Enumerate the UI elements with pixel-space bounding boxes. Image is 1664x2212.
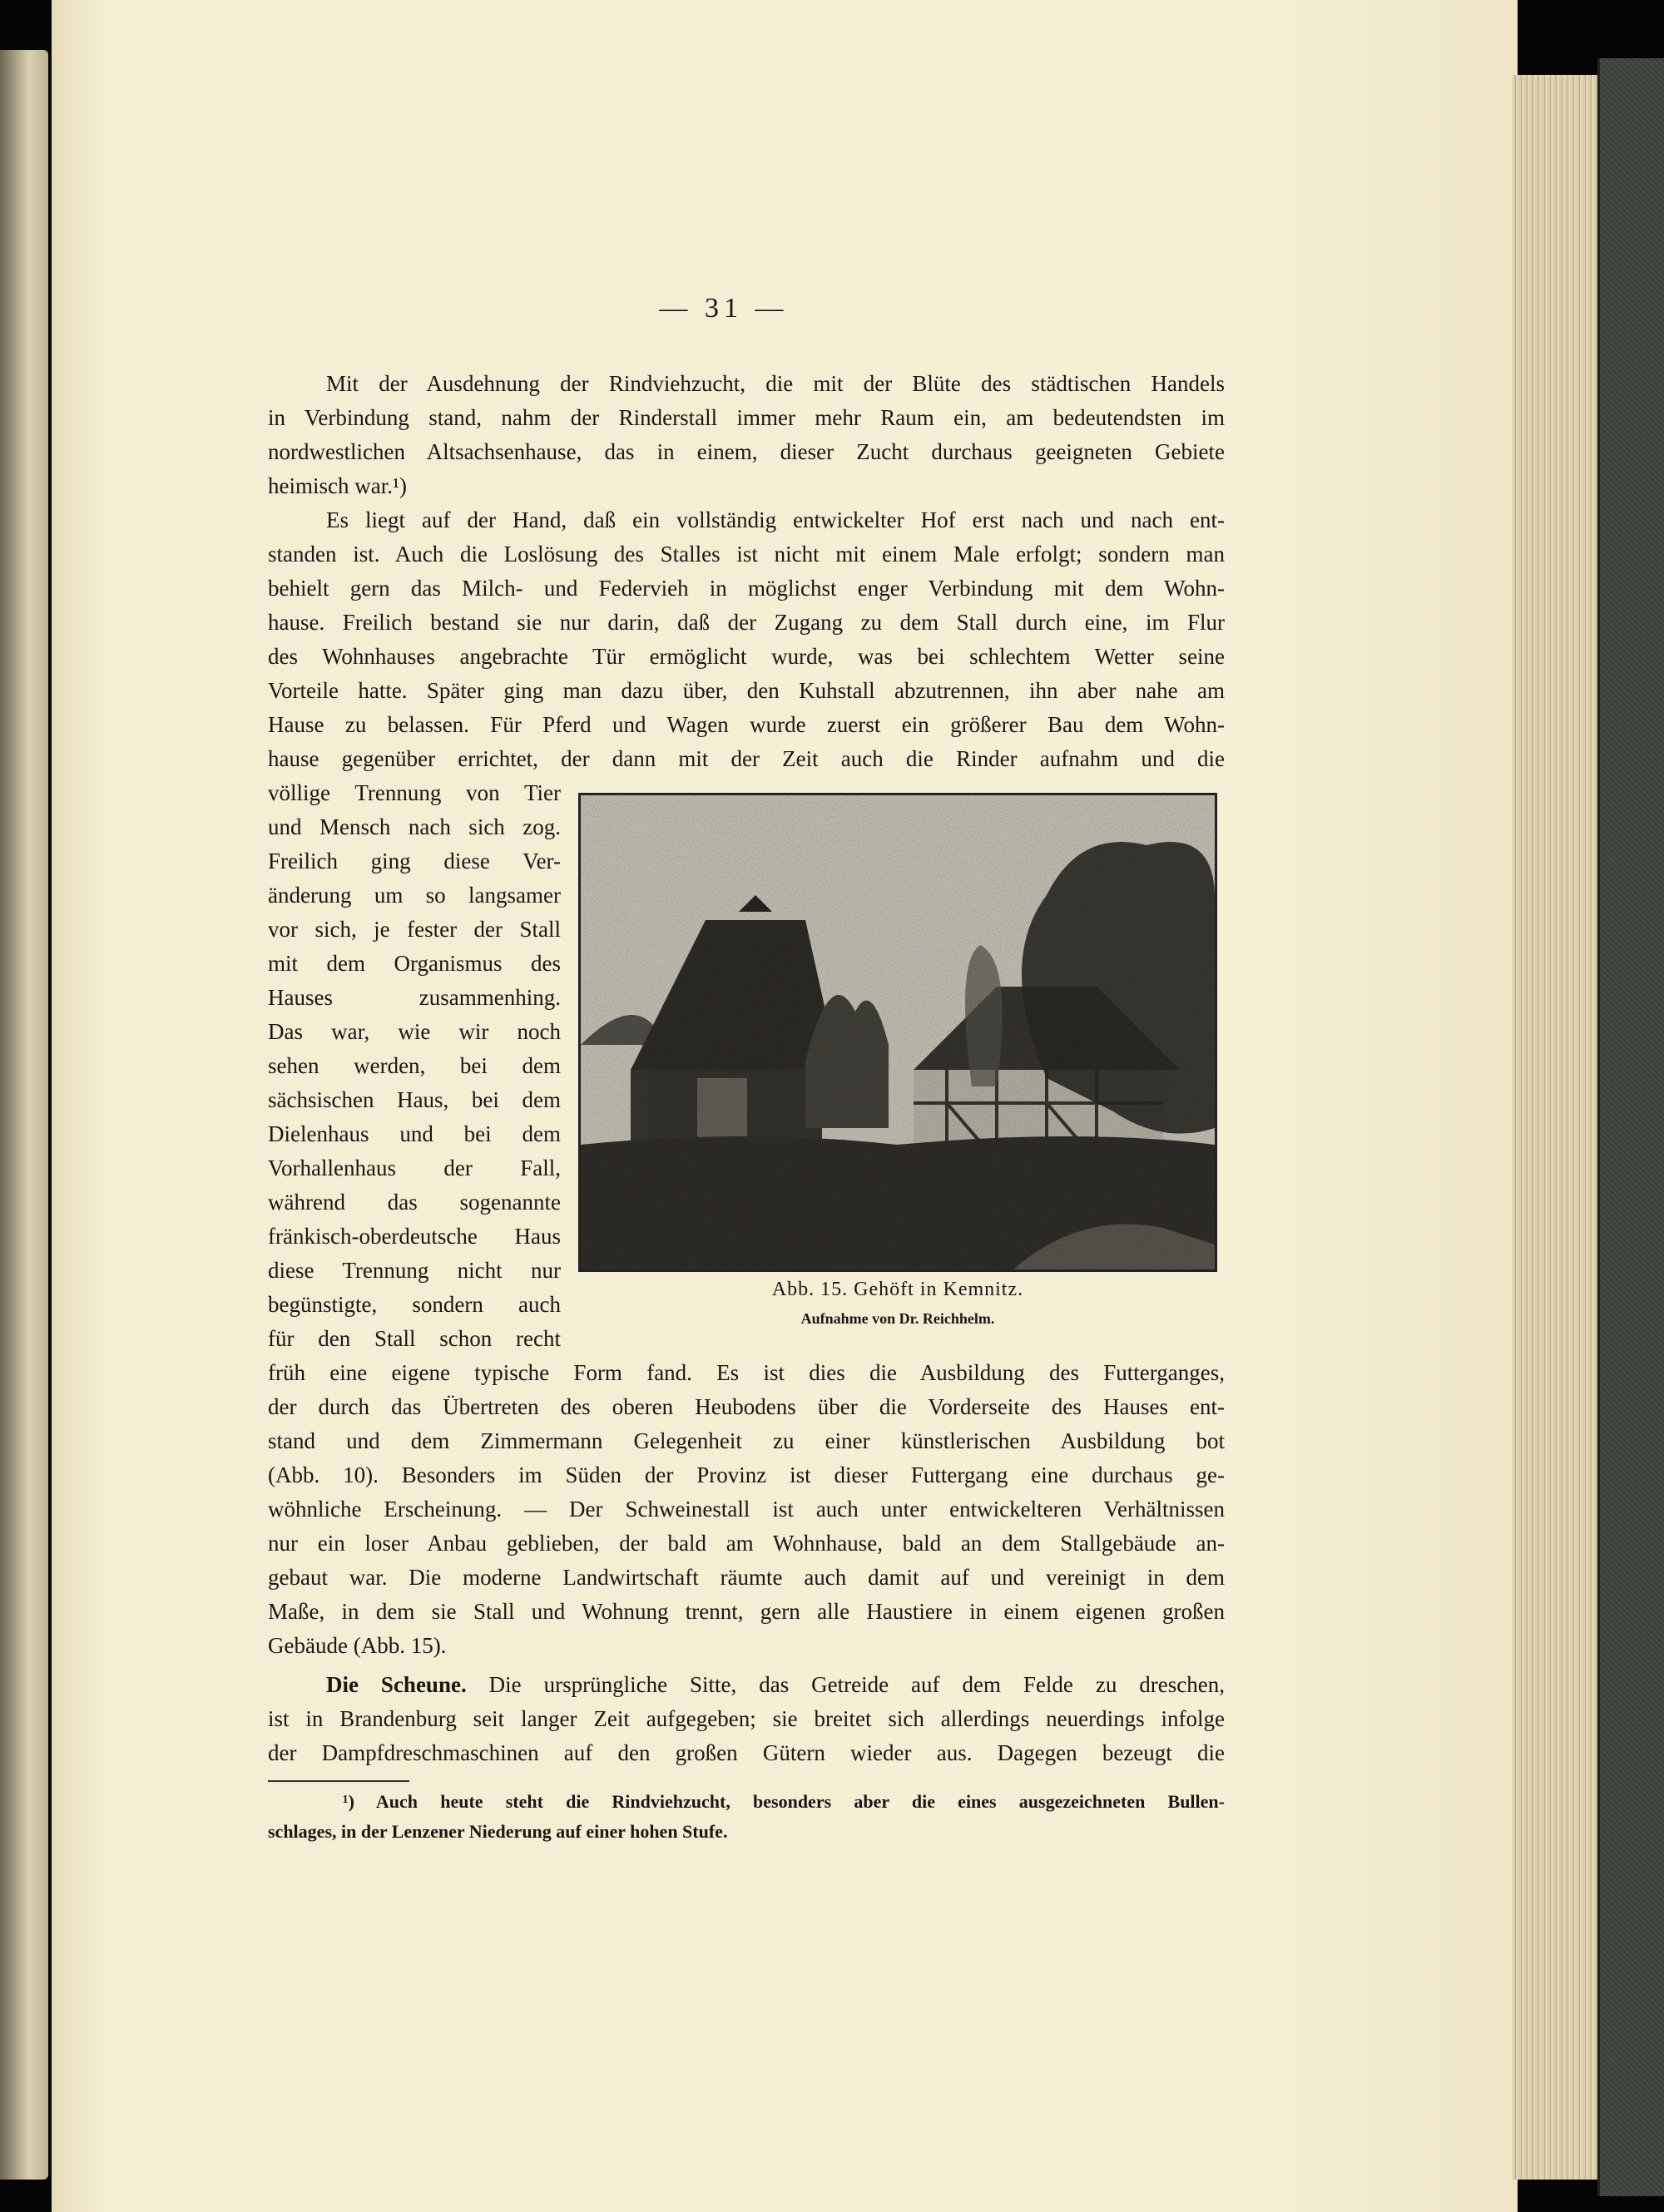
text-line: völlige Trennung von Tier	[268, 780, 561, 805]
figure-credit: Aufnahme von Dr. Reichhelm.	[800, 1310, 995, 1327]
text-line: (Abb. 10). Besonders im Süden der Provinz ist dieser Futtergang eine durchaus ge-	[268, 1462, 1225, 1487]
text-line: standen ist. Auch die Loslösung des Stalles ist nicht mit einem Male erfolgt; sondern man	[268, 542, 1225, 567]
section-heading: Die Scheune.	[326, 1672, 467, 1697]
text-line: begünstigte, sondern auch	[268, 1292, 561, 1317]
text-line: stand und dem Zimmermann Gelegenheit zu einer künstlerischen Ausbildung bot	[268, 1428, 1225, 1453]
text-line: Dielenhaus und bei dem	[268, 1121, 561, 1146]
figure-photo-farmstead	[578, 793, 1217, 1272]
paragraph-block-narrow	[268, 776, 561, 1356]
text-line: vor sich, je fester der Stall	[268, 917, 561, 942]
text-line: und Mensch nach sich zog.	[268, 814, 561, 839]
figure-caption: Abb. 15. Gehöft in Kemnitz.	[771, 1279, 1024, 1300]
text-line: in Verbindung stand, nahm der Rinderstall immer mehr Raum ein, am bedeutendsten im	[268, 405, 1225, 430]
text-line: sehen werden, bei dem	[268, 1053, 561, 1078]
text-line: heimisch war.¹)	[268, 473, 408, 498]
text-line: Freilich ging diese Ver-	[268, 849, 561, 873]
text-line: der durch das Übertreten des oberen Heubodens über die Vorderseite des Hauses ent-	[268, 1394, 1225, 1419]
text-line: änderung um so langsamer	[268, 883, 561, 908]
text-line: ¹) Auch heute steht die Rindviehzucht, besonders aber die eines ausgezeichneten Bullen-	[343, 1791, 1225, 1812]
text-line: des Wohnhauses angebrachte Tür ermöglicht wurde, was bei schlechtem Wetter seine	[268, 644, 1225, 669]
text-line: während das sogenannte	[268, 1190, 561, 1215]
text-line: mit dem Organismus des	[268, 951, 561, 976]
footnote-divider	[268, 1780, 409, 1782]
paragraph-block-top	[268, 367, 1225, 776]
text-line: Vorteile hatte. Später ging man dazu über, den Kuhstall abzutrennen, ihn aber nahe am	[268, 678, 1225, 703]
text-line: wöhnliche Erscheinung. — Der Schweinestall ist auch unter entwickelteren Verhältnissen	[268, 1497, 1225, 1522]
text-line	[268, 1668, 1225, 1702]
text-line: schlages, in der Lenzener Niederung auf einer hohen Stufe.	[268, 1821, 728, 1842]
page-stack-edge	[1513, 75, 1599, 2180]
paragraph-block-bottom	[268, 1356, 1225, 1663]
text-line: ist in Brandenburg seit langer Zeit aufgegeben; sie breitet sich allerdings neuerdings infolge	[268, 1706, 1225, 1731]
text-line: der Dampfdreschmaschinen auf den großen Gütern wieder aus. Dagegen bezeugt die	[268, 1740, 1225, 1765]
text-line: nur ein loser Anbau geblieben, der bald am Wohnhause, bald an dem Stallgebäude an-	[268, 1531, 1225, 1556]
left-page-edge	[0, 50, 48, 2180]
text-line: behielt gern das Milch- und Federvieh in möglichst enger Verbindung mit dem Wohn-	[268, 576, 1225, 601]
paragraph-scheune	[268, 1668, 1225, 1770]
text-line: Gebäude (Abb. 15).	[268, 1633, 447, 1658]
book-cover	[1597, 58, 1664, 2196]
text-line: gebaut war. Die moderne Landwirtschaft räumte auch damit auf und vereinigt in dem	[268, 1565, 1225, 1590]
text-line: hause gegenüber errichtet, der dann mit der Zeit auch die Rinder aufnahm und die	[268, 746, 1225, 771]
text-line: Maße, in dem sie Stall und Wohnung trennt, gern alle Haustiere in einem eigenen großen	[268, 1599, 1225, 1624]
text-line: Hauses zusammenhing.	[268, 985, 561, 1010]
text-line: diese Trennung nicht nur	[268, 1258, 561, 1283]
text-line: Das war, wie wir noch	[268, 1019, 561, 1044]
text-line: hause. Freilich bestand sie nur darin, daß der Zugang zu dem Stall durch eine, im Flur	[268, 610, 1225, 635]
text-line: für den Stall schon recht	[268, 1326, 561, 1351]
text-line: Vorhallenhaus der Fall,	[268, 1155, 561, 1180]
text-line: Es liegt auf der Hand, daß ein vollständig entwickelter Hof erst nach und nach ent-	[326, 507, 1225, 532]
text-line: nordwestlichen Altsachsenhause, das in einem, dieser Zucht durchaus geeigneten Gebiete	[268, 439, 1225, 464]
text-line: sächsischen Haus, bei dem	[268, 1087, 561, 1112]
text-line: Mit der Ausdehnung der Rindviehzucht, die mit der Blüte des städtischen Handels	[326, 371, 1225, 396]
footnote	[268, 1787, 1225, 1847]
page-number: — 31 —	[659, 293, 789, 324]
text-span: Die ursprüngliche Sitte, das Getreide auf dem Felde zu dreschen,	[488, 1672, 1225, 1697]
text-line: früh eine eigene typische Form fand. Es ist dies die Ausbildung des Futterganges,	[268, 1360, 1225, 1385]
text-line: fränkisch-oberdeutsche Haus	[268, 1224, 561, 1249]
text-line: Hause zu belassen. Für Pferd und Wagen wurde zuerst ein größerer Bau dem Wohn-	[268, 712, 1225, 737]
